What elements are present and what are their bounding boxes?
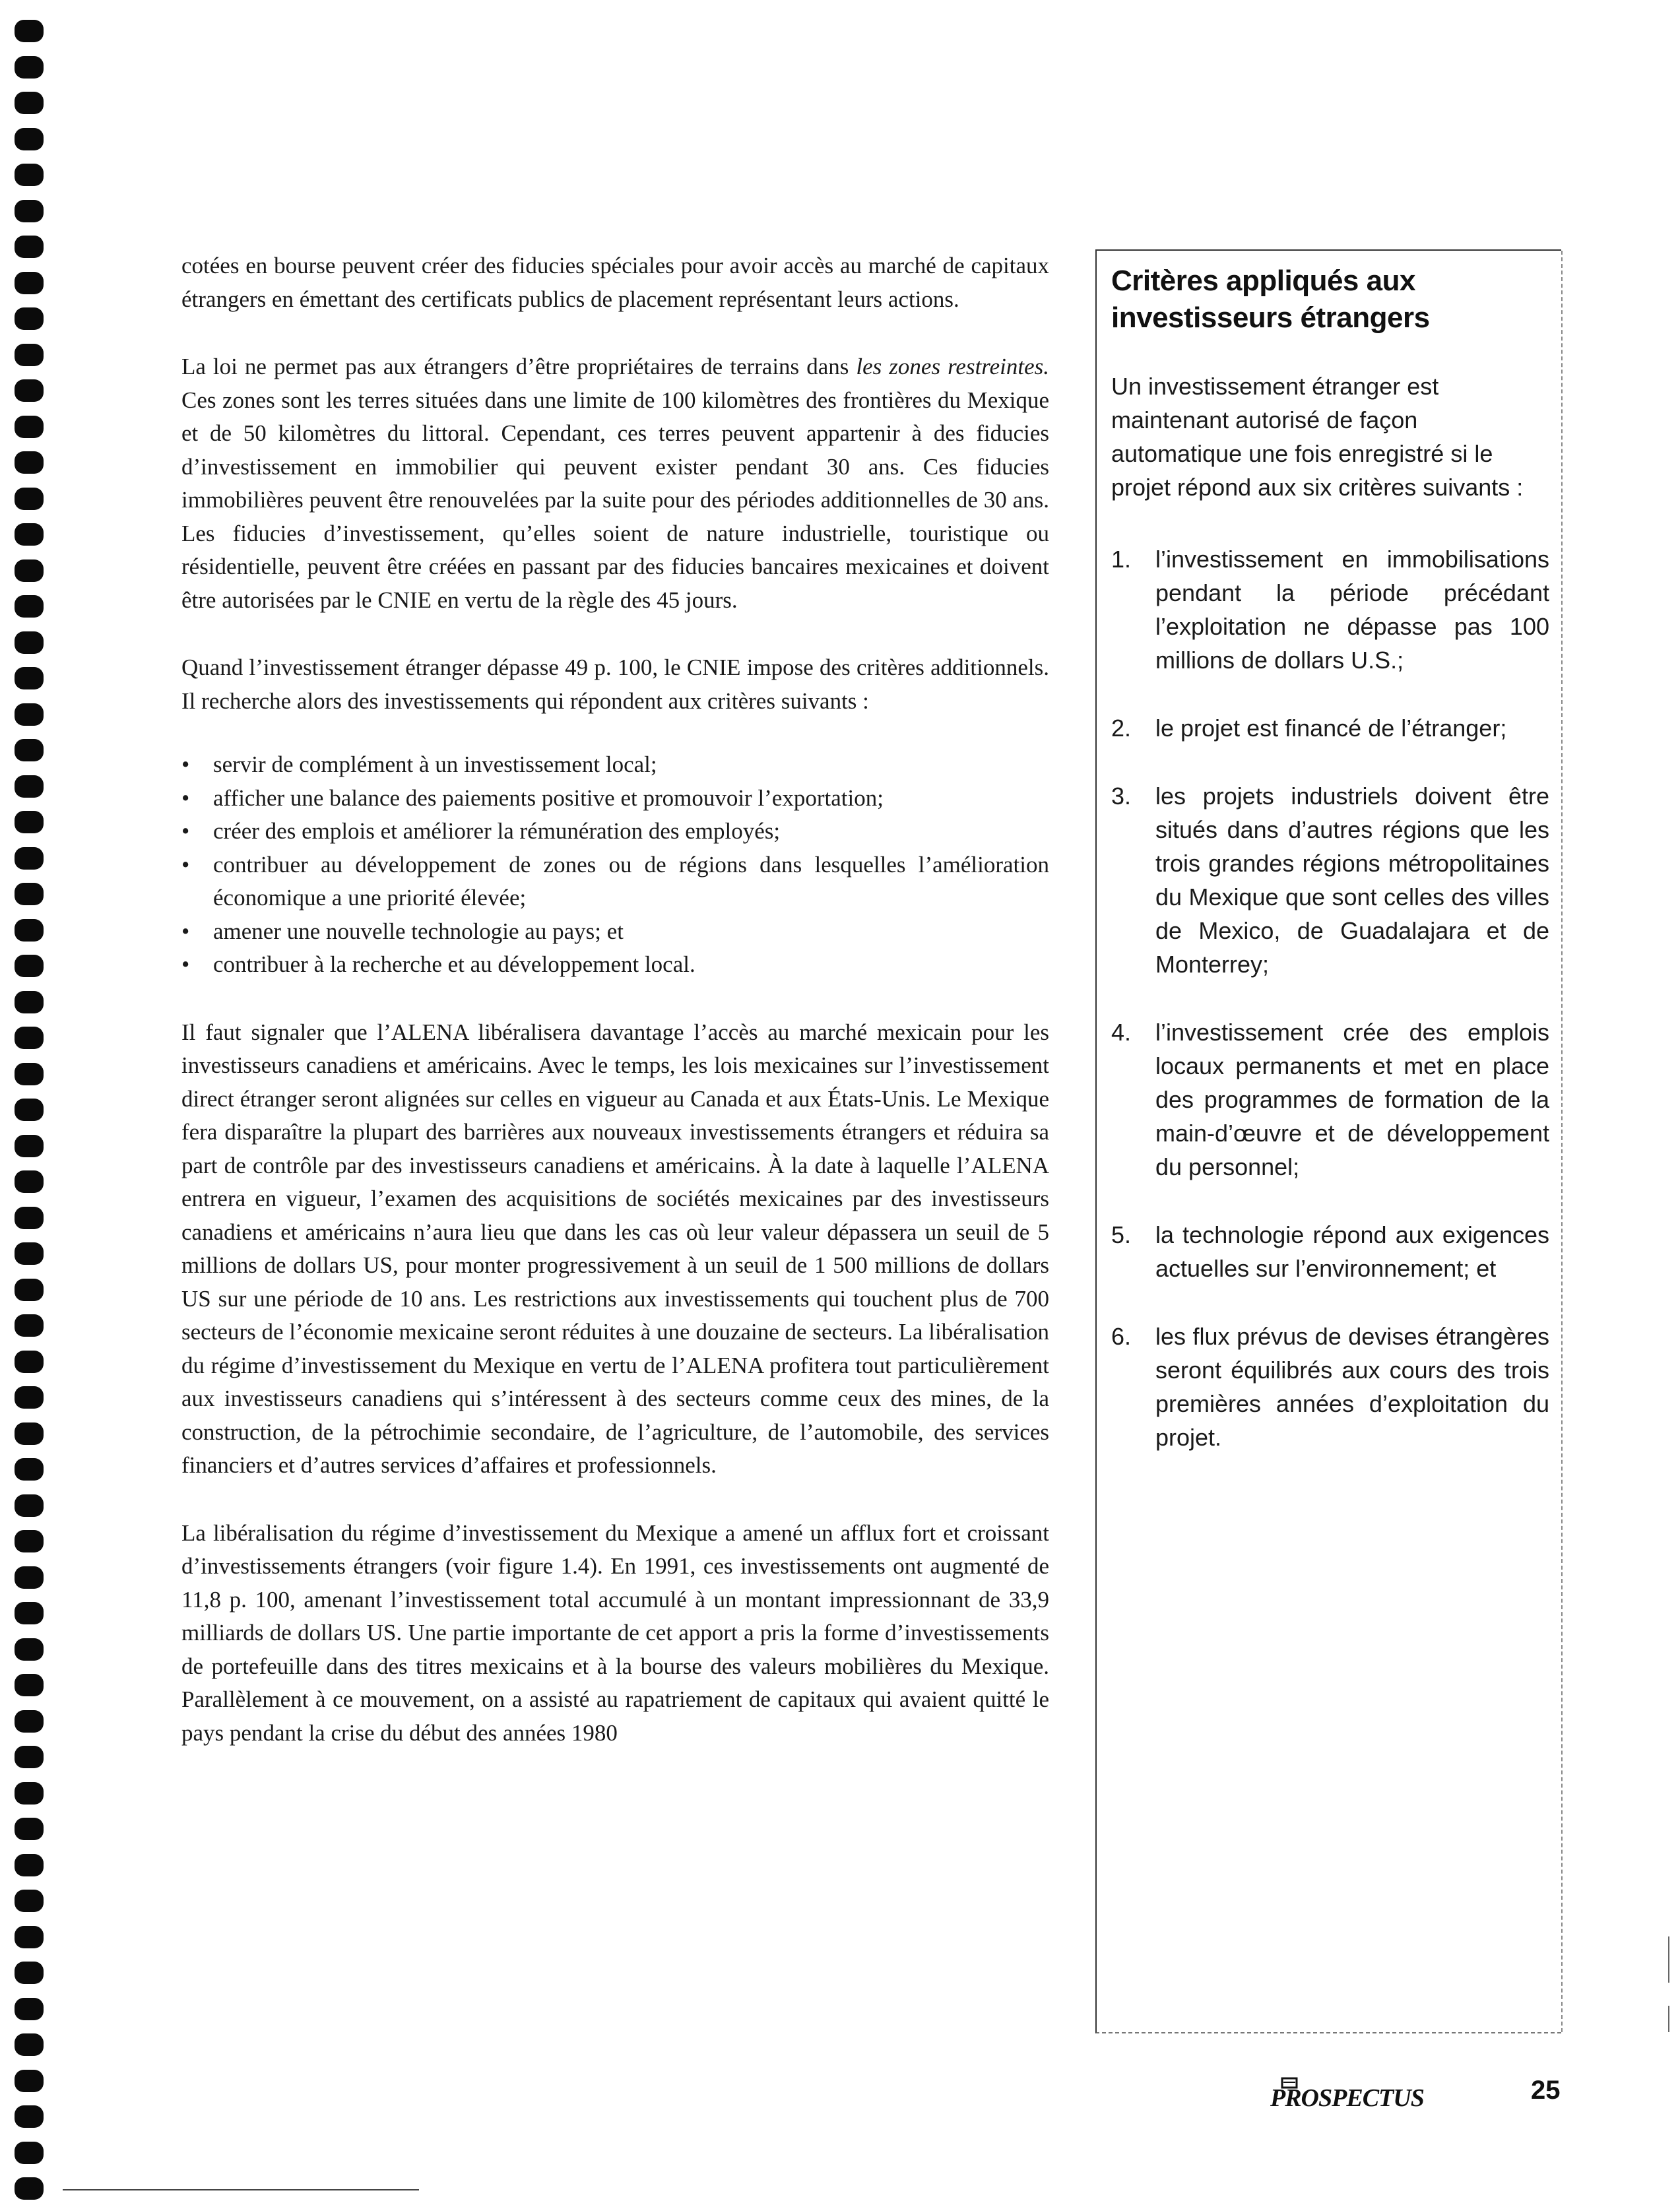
- binding-hole: [15, 1279, 44, 1301]
- item-number: 6.: [1111, 1323, 1132, 1350]
- binding-hole: [15, 1602, 44, 1624]
- binding-hole: [15, 739, 44, 761]
- list-item: [1111, 1320, 1549, 1454]
- binding-hole: [15, 451, 44, 474]
- binding-hole: [15, 847, 44, 870]
- binding-hole: [15, 1027, 44, 1049]
- binding-hole: [15, 1710, 44, 1733]
- binding-hole: [15, 883, 44, 905]
- list-item-text: créer des emplois et améliorer la rémunération des employés;: [213, 818, 781, 844]
- bullet-icon: •: [181, 751, 190, 777]
- binding-hole: [15, 631, 44, 654]
- list-item-text: servir de complément à un investissement local;: [213, 751, 657, 777]
- list-item: [181, 948, 1049, 982]
- binding-hole: [15, 1746, 44, 1768]
- item-number: 3.: [1111, 783, 1132, 810]
- binding-hole: [15, 523, 44, 546]
- paragraph-3: Quand l’investissement étranger dépasse 49 p. 100, le CNIE impose des critères additionnels. Il recherche alors des investissements qui répondent aux critères suivants :: [181, 655, 1049, 714]
- bullet-icon: •: [181, 851, 190, 878]
- bottom-rule: [63, 2189, 419, 2190]
- paragraph-2-italic: les zones restreintes.: [856, 354, 1049, 379]
- binding-hole: [15, 128, 44, 150]
- edge-mark: [1668, 1936, 1669, 1983]
- list-item: [1111, 1015, 1549, 1184]
- paragraph-2-body: Ces zones sont les terres situées dans une limite de 100 kilomètres des frontières du Mexique et de 50 kilomètres du littoral. Cependant, ces terres peuvent appartenir à des fiducies d’investissement en immobilier qui peuvent exister pendant 30 ans. Ces fiducies immobilières peuvent être renouvelées par la suite pour des périodes additionnelles de 30 ans. Les fiducies d’investissement, qu’elles soient de nature industrielle, touristique ou résidentielle, peuvent être créées en passant par des fiducies bancaires mexicaines et doivent être autorisées par le CNIE en vertu de la règle des 45 jours.: [181, 387, 1049, 613]
- binding-hole: [15, 1242, 44, 1265]
- binding-hole: [15, 1890, 44, 1912]
- binding-hole: [15, 272, 44, 294]
- binding-hole: [15, 667, 44, 689]
- list-item: [1111, 711, 1549, 745]
- bullet-icon: •: [181, 784, 190, 811]
- list-item: [1111, 1218, 1549, 1285]
- binding-hole: [15, 559, 44, 582]
- paragraph-5: La libéralisation du régime d’investissement du Mexique a amené un afflux fort et croissant d’investissements étrangers (voir figure 1.4). En 1991, ces investissements ont augmenté de 11,8 p. 100, amenant l’investissement total accumulé à un montant impressionnant de 33,9 milliards de dollars US. Une partie importante de cet apport a pris la forme d’investissements de portefeuille dans des titres mexicains et à la bourse des valeurs mobilières du Mexique. Parallèlement à ce mouvement, on a assisté au rapatriement de capitaux qui avaient quitté le pays pendant la crise du début des années 1980: [181, 1519, 1049, 1746]
- item-text: l’investissement en immobilisations pendant la période précédant l’exploitation ne dépasse pas 100 millions de dollars U.S.;: [1155, 546, 1549, 674]
- criteria-bullet-list: [181, 748, 1049, 982]
- criteria-sidebar: [1095, 249, 1561, 2033]
- binding-hole: [15, 1314, 44, 1337]
- list-item-text: amener une nouvelle technologie au pays; et: [213, 918, 624, 944]
- binding-hole: [15, 56, 44, 79]
- binding-hole: [15, 811, 44, 833]
- binding-hole: [15, 1638, 44, 1661]
- spiral-binding: [0, 0, 53, 2205]
- list-item: [1111, 542, 1549, 677]
- main-text-column: [181, 249, 1049, 1784]
- list-item: [1111, 779, 1549, 981]
- binding-hole: [15, 1530, 44, 1552]
- binding-hole: [15, 1063, 44, 1085]
- sidebar-right-border: [1561, 251, 1563, 2032]
- logo-wordmark: PROSPECTUS: [1270, 2084, 1424, 2112]
- binding-hole: [15, 703, 44, 726]
- binding-hole: [15, 1458, 44, 1481]
- binding-hole: [15, 1854, 44, 1876]
- bullet-icon: •: [181, 818, 190, 844]
- item-number: 2.: [1111, 715, 1132, 742]
- sidebar-title: Critères appliqués aux investisseurs étrangers: [1111, 265, 1430, 334]
- binding-hole: [15, 775, 44, 798]
- item-text: les flux prévus de devises étrangères seront équilibrés aux cours des trois premières années d’exploitation du projet.: [1155, 1323, 1549, 1451]
- binding-hole: [15, 2177, 44, 2200]
- item-text: le projet est financé de l’étranger;: [1155, 715, 1507, 742]
- binding-hole: [15, 236, 44, 258]
- binding-hole: [15, 416, 44, 438]
- bullet-icon: •: [181, 951, 190, 977]
- binding-hole: [15, 1926, 44, 1948]
- paragraph-2: [181, 350, 1049, 617]
- binding-hole: [15, 2105, 44, 2128]
- list-item: [181, 915, 1049, 949]
- item-number: 5.: [1111, 1221, 1132, 1248]
- binding-hole: [15, 2142, 44, 2164]
- binding-hole: [15, 1674, 44, 1696]
- binding-hole: [15, 919, 44, 942]
- binding-hole: [15, 1351, 44, 1373]
- page-number: 25: [1531, 2076, 1561, 2105]
- item-text: l’investissement crée des emplois locaux permanents et met en place des programmes de formation de la main-d’œuvre et de développement du personnel;: [1155, 1019, 1549, 1180]
- binding-hole: [15, 20, 44, 42]
- binding-hole: [15, 2033, 44, 2056]
- binding-hole: [15, 1962, 44, 1984]
- binding-hole: [15, 1494, 44, 1517]
- paragraph-1: cotées en bourse peuvent créer des fiducies spéciales pour avoir accès au marché de capitaux étrangers en émettant des certificats publics de placement représentant leurs actions.: [181, 253, 1049, 312]
- binding-hole: [15, 955, 44, 977]
- list-item-text: contribuer au développement de zones ou de régions dans lesquelles l’amélioration économique a une priorité élevée;: [213, 851, 1049, 911]
- paragraph-4: Il faut signaler que l’ALENA libéralisera davantage l’accès au marché mexicain pour les investisseurs canadiens et américains. Avec le temps, les lois mexicaines sur l’investissement direct étranger seront alignées sur celles en vigueur au Canada et aux États-Unis. Le Mexique fera disparaître la plupart des barrières aux nouveaux investissements étrangers et réduira sa part de contrôle par des investisseurs canadiens et américains. À la date à laquelle l’ALENA entrera en vigueur, l’examen des acquisitions de sociétés mexicaines par des investisseurs canadiens et américains n’aura lieu que dans les cas où leur valeur dépassera un seuil de 5 millions de dollars US, pour monter progressivement à un seuil de 1 500 millions de dollars US sur une période de 10 ans. Les restrictions aux investissements qui touchent plus de 700 secteurs de l’économie mexicaine seront réduites à une douzaine de secteurs. La libéralisation du régime d’investissement du Mexique en vertu de l’ALENA profitera tout particulièrement aux investisseurs canadiens qui s’intéressent à des secteurs comme ceux des mines, de la construction, de la pétrochimie secondaire, de l’agriculture, de l’automobile, des services financiers et d’autres services d’affaires et professionnels.: [181, 1019, 1049, 1478]
- item-number: 4.: [1111, 1019, 1132, 1046]
- list-item: [181, 748, 1049, 782]
- binding-hole: [15, 1422, 44, 1445]
- binding-hole: [15, 1998, 44, 2020]
- binding-hole: [15, 488, 44, 510]
- binding-hole: [15, 1170, 44, 1193]
- binding-hole: [15, 92, 44, 114]
- item-number: 1.: [1111, 546, 1132, 573]
- list-item-text: contribuer à la recherche et au développement local.: [213, 951, 695, 977]
- item-text: les projets industriels doivent être situés dans d’autres régions que les trois grandes régions métropolitaines du Mexique que sont celles des villes de Mexico, de Guadalajara et de Monterrey;: [1155, 783, 1549, 978]
- binding-hole: [15, 595, 44, 618]
- binding-hole: [15, 307, 44, 330]
- binding-hole: [15, 1566, 44, 1589]
- bullet-icon: •: [181, 918, 190, 944]
- binding-hole: [15, 1782, 44, 1805]
- binding-hole: [15, 1099, 44, 1121]
- paragraph-2-prefix: La loi ne permet pas aux étrangers d’être propriétaires de terrains dans: [181, 354, 856, 379]
- binding-hole: [15, 1818, 44, 1840]
- list-item: [181, 815, 1049, 848]
- list-item: [181, 848, 1049, 915]
- binding-hole: [15, 2070, 44, 2092]
- binding-hole: [15, 1386, 44, 1409]
- binding-hole: [15, 200, 44, 222]
- list-item-text: afficher une balance des paiements positive et promouvoir l’exportation;: [213, 784, 884, 811]
- list-item: [181, 782, 1049, 815]
- binding-hole: [15, 379, 44, 402]
- item-text: la technologie répond aux exigences actuelles sur l’environnement; et: [1155, 1221, 1549, 1282]
- sidebar-intro: Un investissement étranger est maintenant autorisé de façon automatique une fois enregistré si le projet répond aux six critères suivants :: [1111, 373, 1524, 501]
- binding-hole: [15, 1135, 44, 1157]
- sidebar-criteria-list: [1111, 542, 1549, 1454]
- binding-hole: [15, 991, 44, 1013]
- binding-hole: [15, 1207, 44, 1229]
- edge-mark: [1668, 2006, 1669, 2032]
- prospectus-logo: [1270, 2077, 1435, 2112]
- binding-hole: [15, 344, 44, 366]
- binding-hole: [15, 164, 44, 186]
